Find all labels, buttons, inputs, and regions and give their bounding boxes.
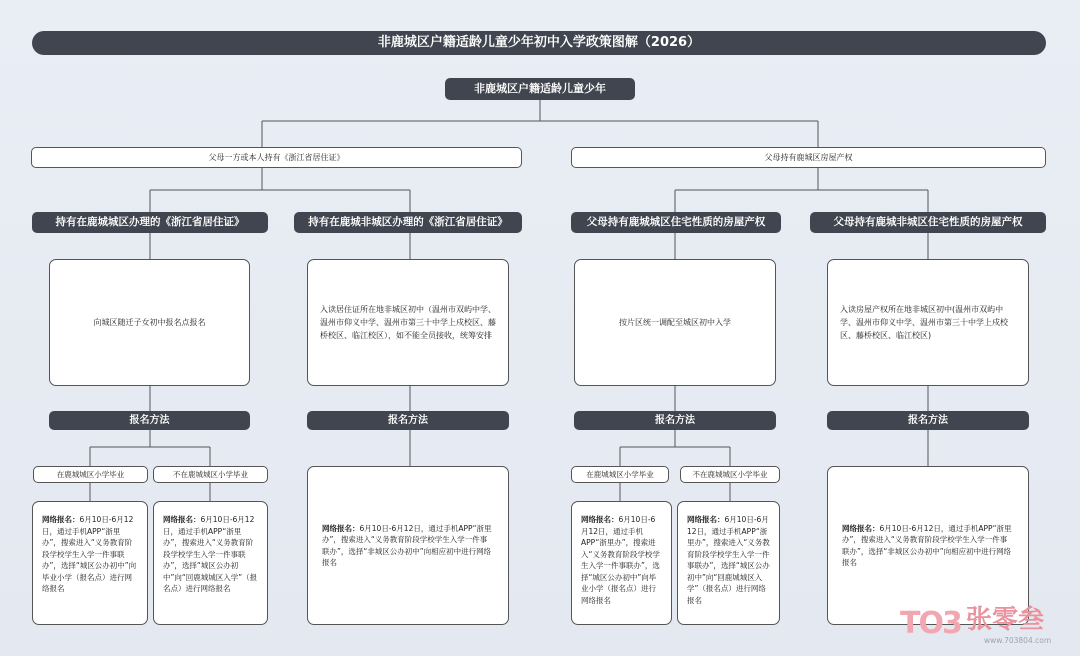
desc-property-urban: 按片区统一调配至城区初中入学 [574,259,776,386]
result-key: 网络报名： [163,515,201,524]
result-permit-nonurban-grad [153,501,268,625]
result-property-urban-grad [571,501,672,625]
method-label-3: 报名方法 [574,411,776,430]
result-key: 网络报名： [581,515,619,524]
result-key: 网络报名： [687,515,725,524]
desc-permit-urban: 向城区随迁子女初中报名点报名 [49,259,250,386]
branch-property-right: 父母持有鹿城区房屋产权 [571,147,1046,168]
result-text: 6月10日-6月12日，通过手机APP“浙里办”，搜索进入“义务教育阶段学校学生入学一件事联办”，选择“城区公办初中”向毕业小学（报名点）进行网络报名 [42,515,137,593]
desc-property-nonurban: 入读房屋产权所在地非城区初中(温州市双屿中学、温州市仰义中学、温州市第三十中学上戍校区、藤桥校区、临江校区) [827,259,1029,386]
sub-label-nonurban-grad: 不在鹿城城区小学毕业 [680,466,780,483]
desc-permit-nonurban: 入读居住证所在地非城区初中（温州市双屿中学、温州市仰义中学、温州市第三十中学上戍校区、藤桥校区、临江校区），如不能全员接收，统筹安排 [307,259,509,386]
result-key: 网络报名： [842,523,880,533]
result-permit-urban-grad [32,501,148,625]
result-permit-nonurban [307,466,509,625]
category-property-urban: 父母持有鹿城城区住宅性质的房屋产权 [571,212,781,233]
sub-label-urban-grad: 在鹿城城区小学毕业 [33,466,148,483]
category-permit-urban: 持有在鹿城城区办理的《浙江省居住证》 [32,212,268,233]
sub-label-nonurban-grad: 不在鹿城城区小学毕业 [153,466,268,483]
method-label-1: 报名方法 [49,411,250,430]
branch-residence-permit: 父母一方或本人持有《浙江省居住证》 [31,147,522,168]
result-key: 网络报名： [42,515,80,524]
method-label-4: 报名方法 [827,411,1029,430]
result-property-nonurban-grad [677,501,780,625]
watermark-text: 张零叁 [966,605,1045,635]
result-text: 6月10日-6月12日，通过手机APP“浙里办”，搜索进入“义务教育阶段学校学生入学一件事联办”，选择“非城区公办初中”向相应初中进行网络报名 [842,523,1012,567]
watermark [900,602,1072,650]
result-text: 6月10日-6月12日，通过手机APP“浙里办”，搜索进入“义务教育阶段学校学生入学一件事联办”，选择“非城区公办初中”向相应初中进行网络报名 [322,523,492,567]
page-title: 非鹿城区户籍适龄儿童少年初中入学政策图解（2026） [32,31,1046,55]
result-text: 6月10日-6月12日，通过手机APP“浙里办”，搜索进入“义务教育阶段学校学生入学一件事联办”，选择“城区公办初中”向“回鹿城城区入学”（报名点）进行网络报名 [163,515,258,593]
category-permit-nonurban: 持有在鹿城非城区办理的《浙江省居住证》 [294,212,522,233]
category-property-nonurban: 父母持有鹿城非城区住宅性质的房屋产权 [810,212,1046,233]
result-text: 6月10日-6月12日，通过手机APP“浙里办”，搜索进入“义务教育阶段学校学生入学一件事联办”，选择“城区公办初中”向“回鹿城城区入学”（报名点）进行网络报名 [687,515,770,605]
watermark-logo: TO3 [900,606,961,641]
root-node: 非鹿城区户籍适龄儿童少年 [445,78,635,100]
result-key: 网络报名： [322,523,360,533]
sub-label-urban-grad: 在鹿城城区小学毕业 [571,466,669,483]
result-text: 6月10日-6月12日，通过手机APP“浙里办”，搜索进入“义务教育阶段学校学生入学一件事联办”，选择“城区公办初中”向毕业小学（报名点）进行网络报名 [581,515,660,605]
method-label-2: 报名方法 [307,411,509,430]
watermark-url: www.703804.com [984,636,1052,645]
